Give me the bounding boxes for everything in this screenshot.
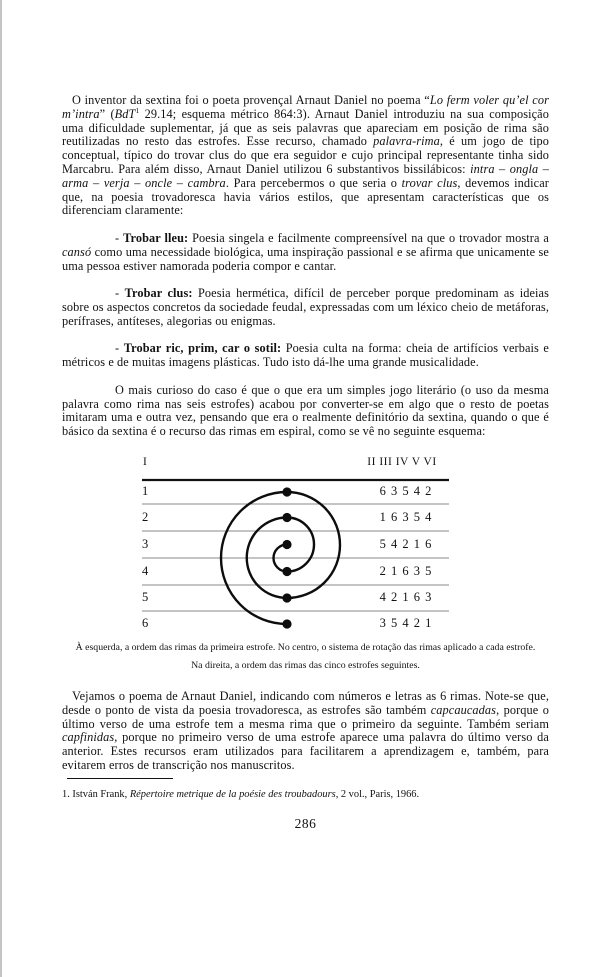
- figure-caption-line1: À esquerda, a ordem das rimas da primeira estrofe. No centro, o sistema de rotação das rimas aplicado a cada estrofe.: [75, 641, 536, 653]
- figure-row: [142, 478, 449, 505]
- row-sequence: 3 5 4 2 1: [379, 616, 432, 631]
- figure-row: [142, 610, 449, 637]
- row-number: 1: [142, 484, 149, 499]
- row-sequence: 6 3 5 4 2: [379, 484, 432, 499]
- figure-row: [142, 504, 449, 531]
- row-number: 2: [142, 509, 149, 524]
- figure-row: [142, 584, 449, 611]
- paragraph-intro: O inventor da sextina foi o poeta provençal Arnaut Daniel no poema “Lo ferm voler qu’el cor m’intra” (BdT$^1$ 29.14; esquema métrico 864:3). Arnaut Daniel introduziu na sua composição uma dificuldade suplementar, já que as seis palavras que apareciam em posição de rima são reutilizadas no resto das estrofes. Esse recurso, chamado palavra-rima, é um jogo de tipo conceptual, típico do trovar clus do que era seguidor e cujo principal representante tinha sido Marcabru. Para além disso, Arnaut Daniel utilizou 6 substantivos bissilábicos: intra – ongla – arma – verja – oncle – cambra. Para percebermos o que seria o trovar clus, devemos indicar que, na poesia trovadoresca havia vários estilos, que apresentam características que os diferenciam claramente:: [62, 93, 549, 218]
- row-sequence: 1 6 3 5 4: [379, 509, 432, 524]
- page-number: 286: [294, 815, 317, 831]
- scan-edge-line: [0, 0, 2, 977]
- sestina-rotation-figure: [62, 451, 549, 637]
- figure-caption-line2: Na direita, a ordem das rimas das cinco estrofes seguintes.: [191, 660, 420, 672]
- row-number: 6: [142, 616, 149, 631]
- figure-left-header: I: [143, 455, 148, 468]
- paragraph-trobar-ric: - Trobar ric, prim, car o sotil: Poesia culta na forma: cheia de artifícios verbais e métricos e de muitas imagens plásticas. Tudo isto dá-lhe uma grande musicalidade.: [62, 341, 549, 370]
- row-sequence: 2 1 6 3 5: [379, 563, 432, 578]
- paragraph-vejamos: Vejamos o poema de Arnaut Daniel, indicando com números e letras as 6 rimas. Note-se que, desde o ponto de vista da poesia trovadoresca, as estrofes são também capcaucadas, porque o último verso de uma estrofe tem a mesma rima que o primeiro da seguinte. Também seriam capfinidas, porque no primeiro verso de uma estrofe aparece uma palavra do último verso da anterior. Estes recursos eram utilizados para facilitarem a aprendizagem e, também, para evitarem erros de transcrição nos manuscritos.: [62, 688, 549, 772]
- footnote-separator: [67, 778, 173, 779]
- row-sequence: 4 2 1 6 3: [379, 590, 432, 605]
- text-block: [62, 94, 549, 832]
- paragraph-trobar-clus: - Trobar clus: Poesia hermética, difícil de perceber porque predominam as ideias sobre os aspectos concretos da sociedade feudal, expressadas com um léxico cheio de metáforas, perífrases, antíteses, alegorias ou enigmas.: [62, 286, 549, 328]
- figure-row: [142, 558, 449, 585]
- figure-row: [142, 531, 449, 558]
- footnote: 1. István Frank, Répertoire metrique de la poésie des troubadours, 2 vol., Paris, 1966.: [62, 788, 420, 800]
- row-number: 5: [142, 590, 149, 605]
- row-number: 3: [142, 536, 149, 551]
- row-number: 4: [142, 563, 149, 578]
- paragraph-curioso: O mais curioso do caso é que o que era um simples jogo literário (o uso da mesma palavra como rima nas seis estrofes) acabou por converter-se em algo que o resto de poetas imitaram uma e outra vez, pensando que era o realmente definitório da sextina, quando o que é básico da sextina é o recurso das rimas em espiral, como se vê no seguinte esquema:: [62, 382, 549, 439]
- row-sequence: 5 4 2 1 6: [379, 536, 432, 551]
- paragraph-trobar-lleu: - Trobar lleu: Poesia singela e facilmente compreensível na que o trovador mostra a cansó como uma necessidade biológica, uma inspiração passional e se afirma que unicamente se uma pessoa estiver namorada poderia compor e cantar.: [62, 230, 549, 273]
- figure-right-header: II III IV V VI: [367, 455, 437, 468]
